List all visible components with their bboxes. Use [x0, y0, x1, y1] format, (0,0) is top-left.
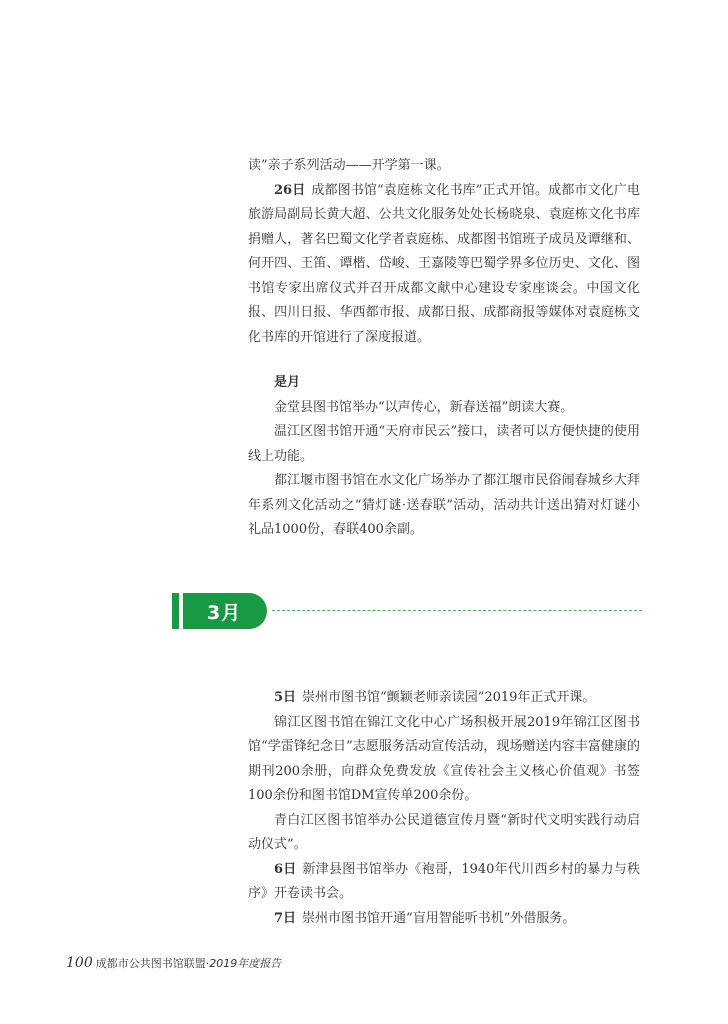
list-item: 锦江区图书馆在锦江文化中心广场积极开展2019年锦江区图书馆“学雷锋纪念日”志愿服务活动宣传活动，现场赠送内容丰富健康的期刊200余册，向群众免费发放《宣传社会主义核心价值观》书签100余份和图书馆DM宣传单200余份。 — [248, 714, 640, 803]
list-item: 都江堰市图书馆在水文化广场举办了都江堰市民俗闹春城乡大拜年系列文化活动之“猜灯谜·送春联”活动，活动共计送出猜对灯谜小礼品1000份，春联400余副。 — [248, 473, 640, 537]
month-dashed-rule — [272, 610, 642, 611]
entry-5 — [248, 686, 640, 711]
entry-7 — [248, 907, 640, 932]
entry-text: 崇州市图书馆“颤颖老师亲读园”2019年正式开课。 — [302, 690, 596, 705]
month-label: 3月 — [207, 601, 242, 624]
section-subheading: 是月 — [274, 375, 301, 390]
entry-date: 26日 — [274, 182, 306, 198]
month-accent-bar — [172, 593, 179, 629]
paragraph-continuation: 读”亲子系列活动——开学第一课。 — [248, 158, 450, 173]
month-tab — [183, 593, 267, 629]
entry-text: 成都图书馆“袁庭栋文化书库”正式开馆。成都市文化广电旅游局副局长黄大超、公共文化服务处处长杨晓泉、袁庭栋文化书库捐赠人，著名巴蜀文化学者袁庭栋、成都图书馆班子成员及谭继和、何开四、王笛、谭楷、岱峻、王嘉陵等巴蜀学界多位历史、文化、图书馆专家出席仪式并召开成都文献中心建设专家座谈会。中国文化报、四川日报、华西都市报、成都日报、成都商报等媒体对袁庭栋文化书库的开馆进行了深度报道。 — [248, 182, 640, 345]
list-item: 青白江区图书馆举办公民道德宣传月暨“新时代文明实践行动启动仪式”。 — [248, 812, 640, 852]
entry-date: 6日 — [274, 861, 297, 877]
entry-text: 崇州市图书馆开通“盲用智能听书机”外借服务。 — [302, 910, 576, 926]
page-footer — [66, 955, 281, 971]
entry-date: 7日 — [274, 910, 297, 926]
text-block-february-end — [248, 154, 640, 350]
entry-6 — [248, 858, 640, 907]
list-item: 温江区图书馆开通“天府市民云”接口，读者可以方便快捷的使用线上功能。 — [248, 424, 640, 464]
entry-text: 新津县图书馆举办《袍哥，1940年代川西乡村的暴力与秩序》开卷读书会。 — [248, 861, 640, 901]
list-item: 金堂县图书馆举办“以声传心，新春送福”朗读大赛。 — [274, 399, 574, 415]
text-block-this-month — [248, 371, 640, 543]
footer-separator: · — [205, 957, 210, 970]
text-block-march — [248, 686, 640, 931]
entry-26 — [248, 179, 640, 351]
page-number: 100 — [66, 955, 93, 971]
footer-report-title: 2019年度报告 — [209, 957, 282, 970]
footer-org: 成都市公共图书馆联盟 — [95, 957, 206, 970]
entry-date: 5日 — [274, 690, 297, 705]
